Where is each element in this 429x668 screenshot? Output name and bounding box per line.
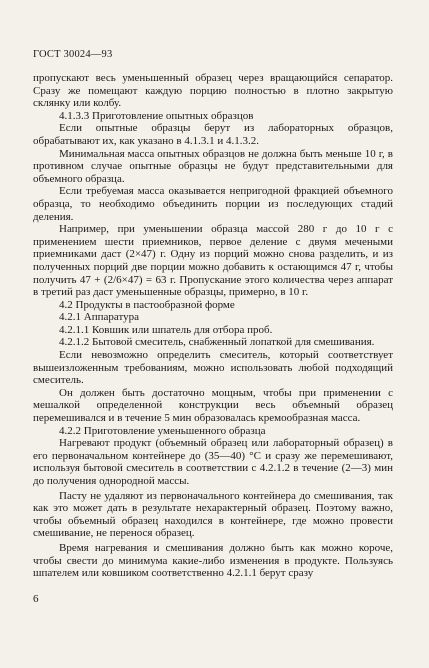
paragraph: Если опытные образцы берут из лабораторных образцов, обрабатывают их, как указано в 4.1.3.1 и 4.1.3.2. xyxy=(33,122,393,147)
body-text xyxy=(33,72,393,580)
list-item: 4.2.1.1 Ковшик или шпатель для отбора проб. xyxy=(59,323,273,336)
paragraph: пропускают весь уменьшенный образец через вращающийся сепаратор. Сразу же помещают каждую порцию полностью в плотно закрытую склянку или колбу. xyxy=(33,72,393,110)
paragraph: Минимальная масса опытных образцов не должна быть меньше 10 г, в противном случае опытные образцы не будут представительными для объемного образца. xyxy=(33,147,393,185)
paragraph: Время нагревания и смешивания должно быть как можно короче, чтобы свести до минимума какие-либо изменения в продукте. Пользуясь шпателем или ковшиком соответственно 4.2.1.1 берут сразу xyxy=(33,541,393,580)
section-heading: 4.2.1 Аппаратура xyxy=(59,311,139,324)
paragraph: Пасту не удаляют из первоначального контейнера до смешивания, так как это может дать в результате нехарактерный образец. Поэтому важно, чтобы объемный образец находился в контейнере, где можно провести смешивание, не перенося образец. xyxy=(33,489,393,540)
paragraph: Если невозможно определить смеситель, который соответствует вышеизложенным требованиям, можно использовать любой подходящий смеситель. xyxy=(33,349,393,387)
list-item: 4.2.1.2 Бытовой смеситель, снабженный лопаткой для смешивания. xyxy=(59,336,375,349)
page-number: 6 xyxy=(33,593,39,605)
page-header: ГОСТ 30024—93 xyxy=(33,49,113,60)
paragraph: Например, при уменьшении образца массой 280 г до 10 г с применением шести приемников, первое деление с двумя мечеными приемниками даст (2×47) г. Одну из порций можно снова разделить, и из полученных порций две порции можно добавить к остающимся 47 г, чтобы получить 47 + (2/6×47) = 63 г. Пропускание этого количества через аппарат в третий раз даст уменьшенные образцы, примерно, в 10 г. xyxy=(33,223,393,299)
section-heading: 4.1.3.3 Приготовление опытных образцов xyxy=(59,109,254,122)
section-heading: 4.2 Продукты в пастообразной форме xyxy=(59,298,235,311)
paragraph: Если требуемая масса оказывается непригодной фракцией объемного образца, то необходимо объединить порции из последующих стадий деления. xyxy=(33,185,393,223)
section-heading: 4.2.2 Приготовление уменьшенного образца xyxy=(59,424,266,437)
paragraph: Нагревают продукт (объемный образец или лабораторный образец) в его первоначальном контейнере до (35—40) °С и сразу же перемешивают, используя бытовой смеситель в соответствии с 4.2.1.2 в течение (2—3) мин до получения однородной массы. xyxy=(33,437,393,487)
paragraph: Он должен быть достаточно мощным, чтобы при применении с мешалкой определенной конструкции весь объемный образец перемешивался и в течение 5 мин образовалась кремообразная масса. xyxy=(33,386,393,425)
